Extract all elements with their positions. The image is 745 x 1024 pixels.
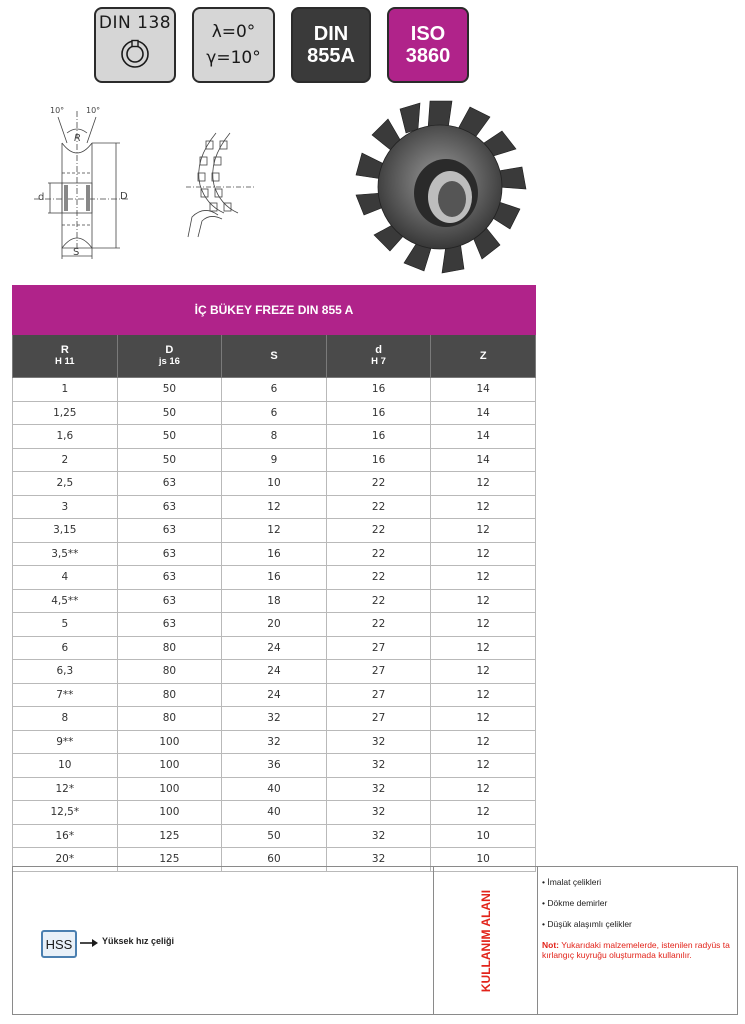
note-text — [542, 941, 734, 960]
table-cell: 20 — [222, 613, 327, 637]
table-cell: 12 — [431, 472, 536, 496]
iso-line1: ISO — [410, 23, 446, 45]
din855a-line1: DIN — [313, 23, 349, 45]
table-row — [13, 660, 536, 684]
table-cell: 27 — [326, 636, 431, 660]
lambda-angle: λ=0° — [211, 22, 256, 42]
table-cell: 9** — [13, 730, 118, 754]
table-cell: 12 — [431, 754, 536, 778]
column-header-label: S — [270, 350, 278, 362]
table-cell: 8 — [222, 425, 327, 449]
usage-item: • İmalat çelikleri — [542, 877, 602, 887]
din855a-line2: 855A — [307, 45, 355, 67]
table-cell: 50 — [117, 448, 222, 472]
table-cell: 80 — [117, 636, 222, 660]
table-cell: 6 — [222, 378, 327, 402]
table-row — [13, 472, 536, 496]
column-header-tolerance: js 16 — [158, 356, 180, 367]
column-header — [222, 335, 327, 378]
table-cell: 8 — [13, 707, 118, 731]
table-cell: 18 — [222, 589, 327, 613]
spec-table — [12, 285, 536, 872]
table-row — [13, 425, 536, 449]
table-cell: 27 — [326, 660, 431, 684]
table-cell: 16 — [326, 378, 431, 402]
table-cell: 2,5 — [13, 472, 118, 496]
table-cell: 12 — [431, 777, 536, 801]
table-cell: 12 — [222, 519, 327, 543]
table-cell: 12,5* — [13, 801, 118, 825]
column-header — [13, 335, 118, 378]
table-body — [13, 378, 536, 872]
table-row — [13, 707, 536, 731]
table-cell: 80 — [117, 683, 222, 707]
din138-text: DIN 138 — [98, 13, 172, 33]
table-cell: 60 — [222, 848, 327, 872]
table-cell: 22 — [326, 542, 431, 566]
header-row — [13, 335, 536, 378]
table-cell: 12 — [431, 730, 536, 754]
table-cell: 16 — [326, 425, 431, 449]
table-cell: 24 — [222, 683, 327, 707]
table-row — [13, 824, 536, 848]
table-cell: 14 — [431, 378, 536, 402]
table-cell: 24 — [222, 636, 327, 660]
table-cell: 12 — [431, 660, 536, 684]
table-row — [13, 566, 536, 590]
din138-badge — [94, 7, 176, 83]
angle-left-label: 10° — [50, 106, 65, 115]
radius-label: R — [74, 133, 81, 144]
outer-diameter-label: D — [120, 191, 128, 202]
table-cell: 12 — [431, 707, 536, 731]
table-cell: 12 — [431, 801, 536, 825]
table-cell: 1 — [13, 378, 118, 402]
table-cell: 4,5** — [13, 589, 118, 613]
table-row — [13, 683, 536, 707]
table-cell: 20* — [13, 848, 118, 872]
table-cell: 100 — [117, 754, 222, 778]
table-cell: 22 — [326, 519, 431, 543]
table-cell: 27 — [326, 707, 431, 731]
iso-line2: 3860 — [405, 45, 451, 67]
table-cell: 5 — [13, 613, 118, 637]
column-header-label: d — [375, 344, 382, 356]
table-title: İÇ BÜKEY FREZE DIN 855 A — [13, 286, 536, 335]
table-cell: 22 — [326, 472, 431, 496]
table-cell: 63 — [117, 495, 222, 519]
table-cell: 125 — [117, 848, 222, 872]
table-cell: 22 — [326, 589, 431, 613]
iso-badge — [387, 7, 469, 83]
gamma-angle: γ=10° — [206, 48, 261, 68]
table-cell: 32 — [326, 824, 431, 848]
table-cell: 12 — [431, 519, 536, 543]
column-header-label: Z — [479, 350, 487, 362]
hss-box: HSS — [41, 930, 77, 958]
table-cell: 16 — [222, 542, 327, 566]
table-cell: 50 — [222, 824, 327, 848]
table-cell: 12* — [13, 777, 118, 801]
column-header-tolerance: H 11 — [55, 356, 75, 367]
table-row — [13, 519, 536, 543]
table-cell: 63 — [117, 613, 222, 637]
table-row — [13, 777, 536, 801]
table-cell: 10 — [431, 824, 536, 848]
table-cell: 16 — [326, 401, 431, 425]
table-cell: 63 — [117, 589, 222, 613]
table-cell: 22 — [326, 613, 431, 637]
table-cell: 9 — [222, 448, 327, 472]
table-row — [13, 613, 536, 637]
table-cell: 6 — [222, 401, 327, 425]
table-cell: 4 — [13, 566, 118, 590]
table-cell: 7** — [13, 683, 118, 707]
usage-title: KULLANIM ALANI — [479, 889, 493, 993]
usage-title-section — [433, 867, 538, 1014]
table-cell: 12 — [431, 683, 536, 707]
table-cell: 50 — [117, 401, 222, 425]
table-cell: 27 — [326, 683, 431, 707]
din855a-badge — [291, 7, 371, 83]
table-cell: 10 — [431, 848, 536, 872]
table-row — [13, 448, 536, 472]
table-row — [13, 495, 536, 519]
table-cell: 50 — [117, 378, 222, 402]
table-cell: 6 — [13, 636, 118, 660]
table-row — [13, 754, 536, 778]
table-cell: 12 — [431, 636, 536, 660]
table-cell: 12 — [431, 589, 536, 613]
table-cell: 10 — [222, 472, 327, 496]
table-cell: 32 — [222, 707, 327, 731]
table-row — [13, 801, 536, 825]
usage-item: • Dökme demirler — [542, 898, 608, 908]
table-cell: 100 — [117, 777, 222, 801]
table-cell: 50 — [117, 425, 222, 449]
table-row — [13, 401, 536, 425]
table-cell: 6,3 — [13, 660, 118, 684]
bore-diameter-label: d — [38, 192, 45, 203]
width-label: S — [73, 247, 80, 258]
column-header — [431, 335, 536, 378]
table-cell: 32 — [326, 754, 431, 778]
table-cell: 40 — [222, 801, 327, 825]
table-cell: 63 — [117, 472, 222, 496]
table-cell: 12 — [431, 566, 536, 590]
table-cell: 1,25 — [13, 401, 118, 425]
table-cell: 32 — [326, 777, 431, 801]
table-cell: 40 — [222, 777, 327, 801]
table-cell: 63 — [117, 542, 222, 566]
table-cell: 22 — [326, 495, 431, 519]
table-cell: 16 — [222, 566, 327, 590]
usage-section — [537, 867, 738, 1014]
table-cell: 1,6 — [13, 425, 118, 449]
arrow-right-icon — [79, 937, 99, 949]
table-cell: 125 — [117, 824, 222, 848]
table-cell: 2 — [13, 448, 118, 472]
table-row — [13, 378, 536, 402]
table-cell: 16 — [326, 448, 431, 472]
table-cell: 16* — [13, 824, 118, 848]
table-cell: 3 — [13, 495, 118, 519]
table-cell: 100 — [117, 801, 222, 825]
table-cell: 32 — [222, 730, 327, 754]
table-cell: 12 — [431, 613, 536, 637]
table-cell: 63 — [117, 566, 222, 590]
table-row — [13, 636, 536, 660]
table-cell: 22 — [326, 566, 431, 590]
table-cell: 14 — [431, 425, 536, 449]
tooth-profile-drawing — [186, 125, 258, 240]
column-header-tolerance: H 7 — [371, 356, 386, 367]
table-row — [13, 730, 536, 754]
table-cell: 100 — [117, 730, 222, 754]
usage-item: • Düşük alaşımlı çelikler — [542, 919, 632, 929]
table-cell: 63 — [117, 519, 222, 543]
table-cell: 32 — [326, 848, 431, 872]
note-label: Not: — [542, 940, 559, 950]
table-cell: 3,5** — [13, 542, 118, 566]
table-cell: 24 — [222, 660, 327, 684]
table-cell: 12 — [431, 495, 536, 519]
column-header-label: D — [165, 344, 174, 356]
material-section — [13, 867, 433, 1014]
note-body: Yukarıdaki malzemelerde, istenilen radyüs ta kırlangıç kuyruğu oluşturmada kullanılır. — [542, 940, 730, 960]
column-header — [326, 335, 431, 378]
table-cell: 14 — [431, 448, 536, 472]
footer-box — [12, 866, 738, 1015]
hss-label: Yüksek hız çeliği — [102, 936, 175, 946]
angle-badge — [192, 7, 275, 83]
table-cell: 80 — [117, 660, 222, 684]
table-cell: 32 — [326, 801, 431, 825]
column-header — [117, 335, 222, 378]
table-cell: 12 — [431, 542, 536, 566]
table-cell: 32 — [326, 730, 431, 754]
table-cell: 3,15 — [13, 519, 118, 543]
table-cell: 80 — [117, 707, 222, 731]
table-row — [13, 589, 536, 613]
angle-right-label: 10° — [86, 106, 101, 115]
table-cell: 12 — [222, 495, 327, 519]
column-header-label: R — [60, 344, 69, 356]
table-cell: 14 — [431, 401, 536, 425]
keyway-icon — [119, 37, 151, 69]
table-cell: 10 — [13, 754, 118, 778]
table-cell: 36 — [222, 754, 327, 778]
cross-section-drawing — [20, 103, 138, 260]
table-row — [13, 542, 536, 566]
cutter-photo — [340, 95, 540, 275]
usage-list — [542, 877, 632, 940]
